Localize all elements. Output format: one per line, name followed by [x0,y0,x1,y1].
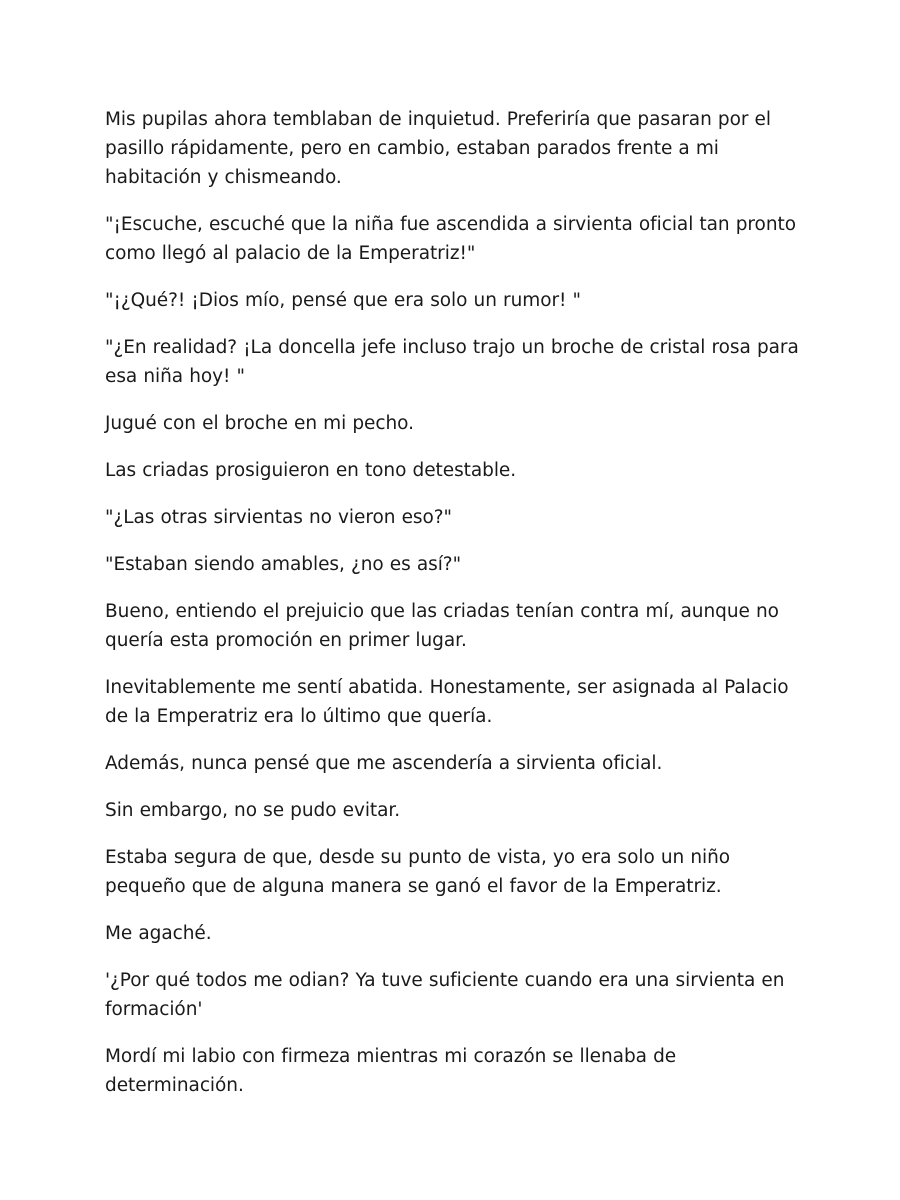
paragraph: "¡Escuche, escuché que la niña fue ascendida a sirvienta oficial tan pronto como llegó al palacio de la Emperatriz!" [105,214,796,264]
paragraph: Mordí mi labio con firmeza mientras mi corazón se llenaba de determinación. [105,1046,677,1096]
paragraph: Estaba segura de que, desde su punto de vista, yo era solo un niño pequeño que de alguna manera se ganó el favor de la Emperatriz. [105,847,731,897]
paragraph: Las criadas prosiguieron en tono detestable. [105,460,517,481]
paragraph: Sin embargo, no se pudo evitar. [105,800,401,821]
paragraph: Me agaché. [105,923,212,944]
paragraph: "¿Las otras sirvientas no vieron eso?" [105,507,452,528]
document-body [105,105,810,1100]
paragraph: Jugué con el broche en mi pecho. [105,413,414,434]
paragraph: Bueno, entiendo el prejuicio que las criadas tenían contra mí, aunque no quería esta promoción en primer lugar. [105,601,779,651]
paragraph: Mis pupilas ahora temblaban de inquietud. Preferiría que pasaran por el pasillo rápidamente, pero en cambio, estaban parados frente a mi habitación y chismeando. [105,109,771,188]
paragraph: "¿En realidad? ¡La doncella jefe incluso trajo un broche de cristal rosa para esa niña hoy! " [105,337,799,387]
paragraph: Además, nunca pensé que me ascendería a sirvienta oficial. [105,753,663,774]
paragraph: '¿Por qué todos me odian? Ya tuve suficiente cuando era una sirvienta en formación' [105,970,785,1020]
paragraph: "¡¿Qué?! ¡Dios mío, pensé que era solo un rumor! " [105,290,582,311]
paragraph: Inevitablemente me sentí abatida. Honestamente, ser asignada al Palacio de la Emperatriz era lo último que quería. [105,677,789,727]
paragraph: "Estaban siendo amables, ¿no es así?" [105,554,462,575]
